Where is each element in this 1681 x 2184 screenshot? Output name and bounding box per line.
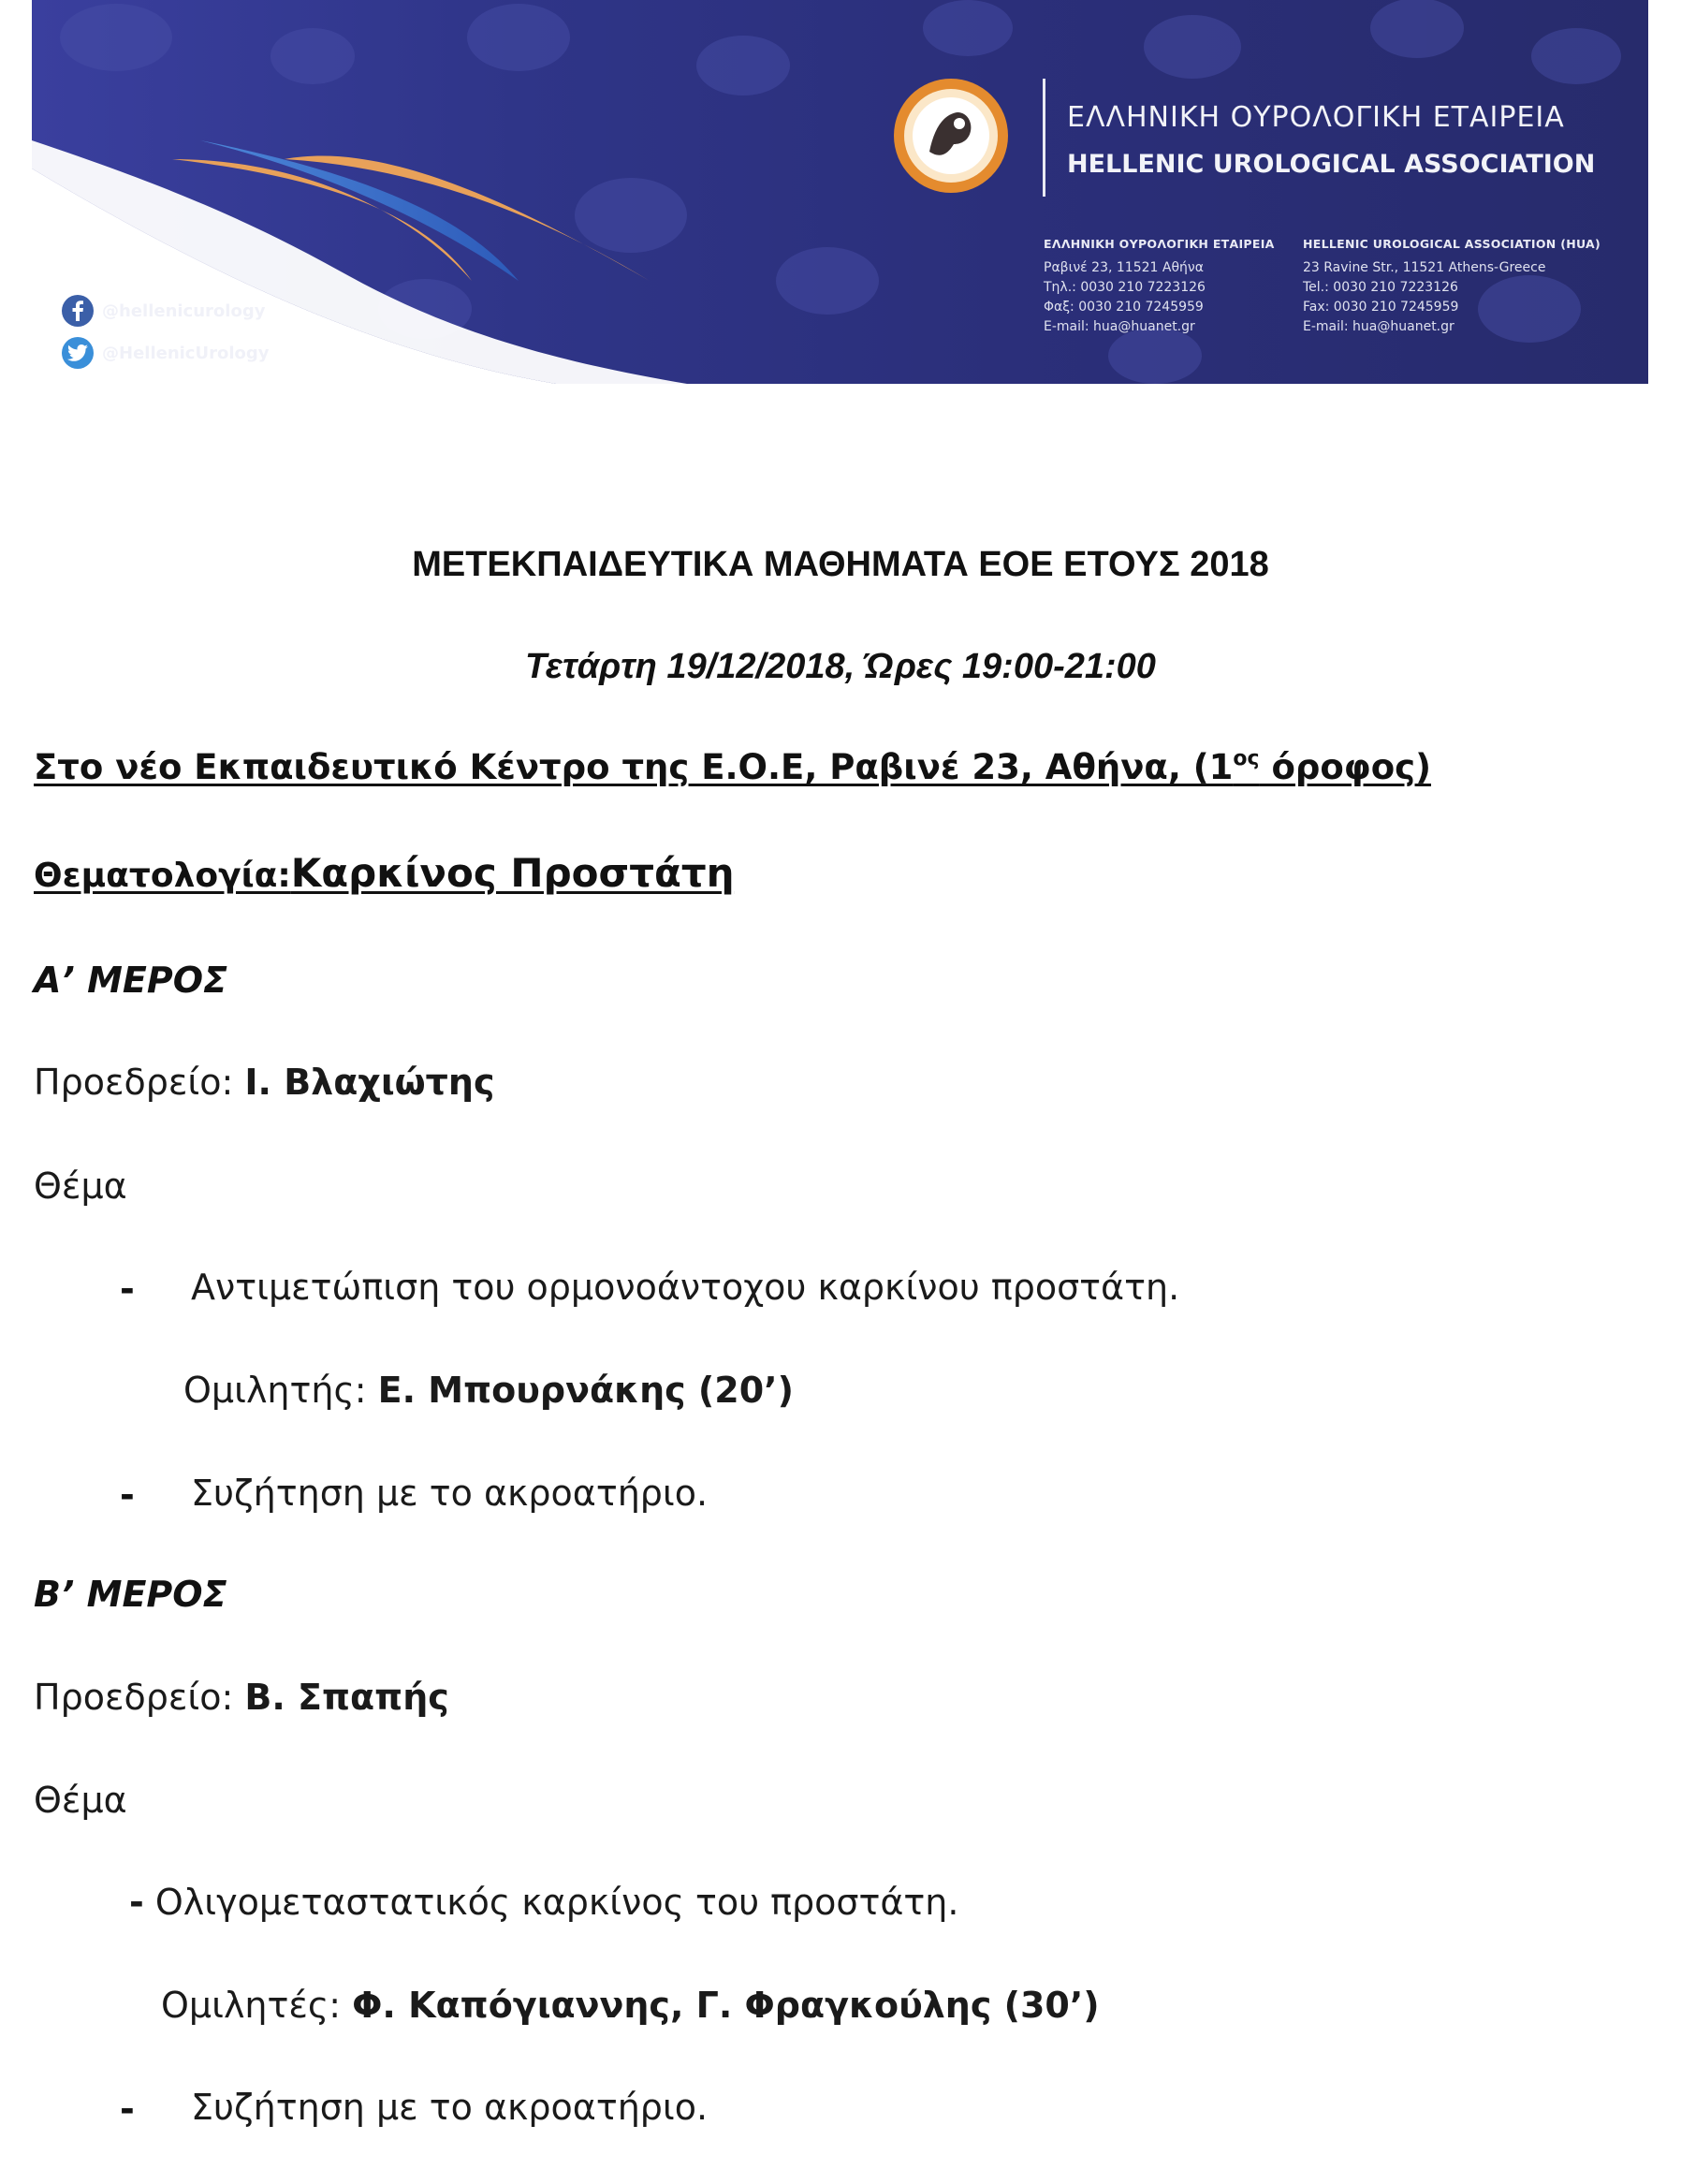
speaker-name: Ε. Μπουρνάκης (20’): [377, 1370, 794, 1411]
social-twitter[interactable]: [62, 337, 270, 369]
twitter-icon: [62, 337, 94, 369]
social-facebook[interactable]: [62, 295, 265, 327]
venue-text: Στο νέο Εκπαιδευτικό Κέντρο της Ε.Ο.Ε, Ραβινέ 23, Αθήνα, (1: [34, 747, 1234, 787]
contact-heading: ΕΛΛΗΝΙΚΗ ΟΥΡΟΛΟΓΙΚΗ ΕΤΑΙΡΕΙΑ: [1044, 237, 1275, 251]
contact-block-greek: [1044, 234, 1275, 337]
venue-ordinal: ος: [1233, 747, 1260, 770]
part-a-heading: Α’ ΜΕΡΟΣ: [34, 960, 227, 1001]
part-a-item1-text: Αντιμετώπιση του ορμονοάντοχου καρκίνου προστάτη.: [191, 1267, 1180, 1308]
part-b-item2-bullet: -: [120, 2089, 135, 2130]
contact-block-english: [1303, 234, 1601, 337]
part-b-item1-bullet: -: [129, 1882, 144, 1923]
topic-value: Καρκίνος Προστάτη: [290, 850, 735, 896]
part-a-item2-bullet: -: [120, 1474, 135, 1516]
contact-heading: HELLENIC UROLOGICAL ASSOCIATION (HUA): [1303, 237, 1601, 251]
header-banner: [32, 0, 1648, 384]
part-b-theme-label: Θέμα: [34, 1780, 127, 1821]
twitter-handle: @HellenicUrology: [102, 343, 270, 363]
chair-name: Ι. Βλαχιώτης: [244, 1062, 495, 1103]
org-name-english: HELLENIC UROLOGICAL ASSOCIATION: [1067, 150, 1596, 179]
part-b-item1-line: [129, 1881, 958, 1924]
document-title: ΜΕΤΕΚΠΑΙΔΕΥΤΙΚΑ ΜΑΘΗΜΑΤΑ ΕΟΕ ΕΤΟΥΣ 2018: [412, 545, 1269, 584]
topic-label: Θεματολογία:: [34, 857, 291, 895]
contact-address: 23 Ravine Str., 11521 Athens-Greece: [1303, 260, 1546, 275]
facebook-handle: @hellenicurology: [102, 300, 266, 321]
part-a-item1-bullet: -: [120, 1268, 135, 1310]
contact-phone: Tel.: 0030 210 7223126: [1303, 280, 1458, 295]
part-a-theme-label: Θέμα: [34, 1165, 127, 1207]
contact-email: E-mail: hua@huanet.gr: [1044, 319, 1195, 334]
org-name-greek: ΕΛΛΗΝΙΚΗ ΟΥΡΟΛΟΓΙΚΗ ΕΤΑΙΡΕΙΑ: [1067, 101, 1565, 134]
contact-fax: Φαξ: 0030 210 7245959: [1044, 300, 1204, 315]
contact-address: Ραβινέ 23, 11521 Αθήνα: [1044, 260, 1204, 275]
part-b-heading: Β’ ΜΕΡΟΣ: [34, 1574, 227, 1615]
facebook-icon: [62, 295, 94, 327]
speaker-name: Φ. Καπόγιαννης, Γ. Φραγκούλης (30’): [352, 1985, 1100, 2026]
chair-label: Προεδρείο:: [34, 1677, 245, 1718]
association-logo-seal: [892, 77, 1010, 195]
contact-email: E-mail: hua@huanet.gr: [1303, 319, 1454, 334]
venue-end: όροφος): [1259, 747, 1431, 787]
venue-line: [34, 746, 1431, 789]
part-b-speaker-line: [161, 1984, 1100, 2027]
speaker-label: Ομιλητές:: [161, 1985, 353, 2026]
part-b-item2-text: Συζήτηση με το ακροατήριο.: [191, 2087, 709, 2128]
topic-line: [34, 852, 735, 898]
part-a-speaker-line: [183, 1369, 794, 1412]
contact-fax: Fax: 0030 210 7245959: [1303, 300, 1459, 315]
date-time-line: Τετάρτη 19/12/2018, Ώρες 19:00-21:00: [525, 647, 1156, 686]
part-b-item1-text: Ολιγομεταστατικός καρκίνος του προστάτη.: [143, 1882, 959, 1923]
speaker-label: Ομιλητής:: [183, 1370, 378, 1411]
contact-phone: Τηλ.: 0030 210 7223126: [1044, 280, 1206, 295]
part-a-item2-text: Συζήτηση με το ακροατήριο.: [191, 1473, 709, 1514]
chair-label: Προεδρείο:: [34, 1062, 245, 1103]
chair-name: Β. Σπαπής: [244, 1677, 449, 1718]
part-a-chair-line: [34, 1061, 495, 1104]
logo-divider: [1043, 79, 1045, 197]
part-b-chair-line: [34, 1676, 449, 1719]
